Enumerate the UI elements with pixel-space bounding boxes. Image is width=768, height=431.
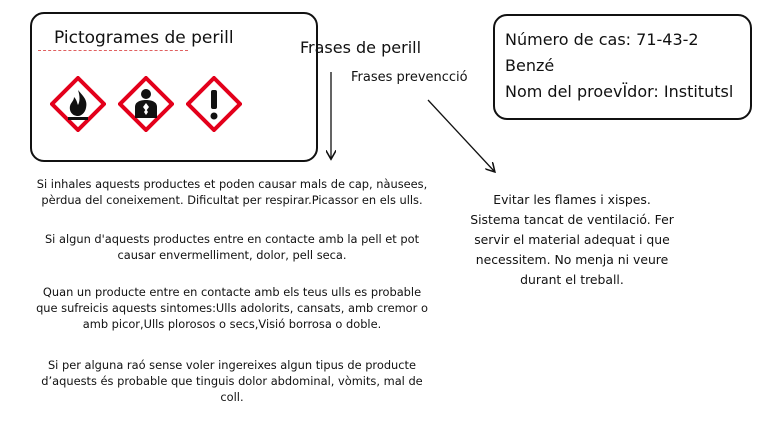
- provider-name: Nom del proevÏdor: Institutsl: [505, 82, 734, 101]
- pictograms-title: Pictogrames de perill: [54, 28, 234, 48]
- hazard-paragraph-3: Quan un producte entre en contacte amb els teus ulls es probable que sufreicis aquests sintomes:Ulls adolorits, cansats, amb cremor o amb picor,Ulls plorosos o secs,Visió borrosa o doble.: [36, 285, 428, 331]
- prevention-phrases-title: Frases prevencció: [351, 70, 468, 85]
- cas-number: Número de cas: 71-43-2: [505, 30, 699, 49]
- prevention-arrow: [428, 100, 494, 171]
- hazard-paragraph-2: Si algun d'aquests productes entre en contacte amb la pell et pot causar envermelliment, dolor, pell seca.: [44, 232, 420, 262]
- substance-name: Benzé: [505, 56, 555, 75]
- prevention-text: Evitar les flames i xispes. Sistema tancat de ventilació. Fer servir el material adequat i que necessitem. No menja ni veure durant el treball.: [470, 192, 674, 287]
- hazard-paragraph-1: Si inhales aquests productes et poden causar mals de cap, nàusees, pèrdua del coneixement. Dificultat per respirar.Picassor en els ulls.: [36, 177, 428, 207]
- hazard-phrases-title: Frases de perill: [300, 38, 422, 57]
- hazard-paragraph-4: Si per alguna raó sense voler ingereixes algun tipus de producte d’aquests és probable que tinguis dolor abdominal, vòmits, mal de coll.: [41, 358, 423, 404]
